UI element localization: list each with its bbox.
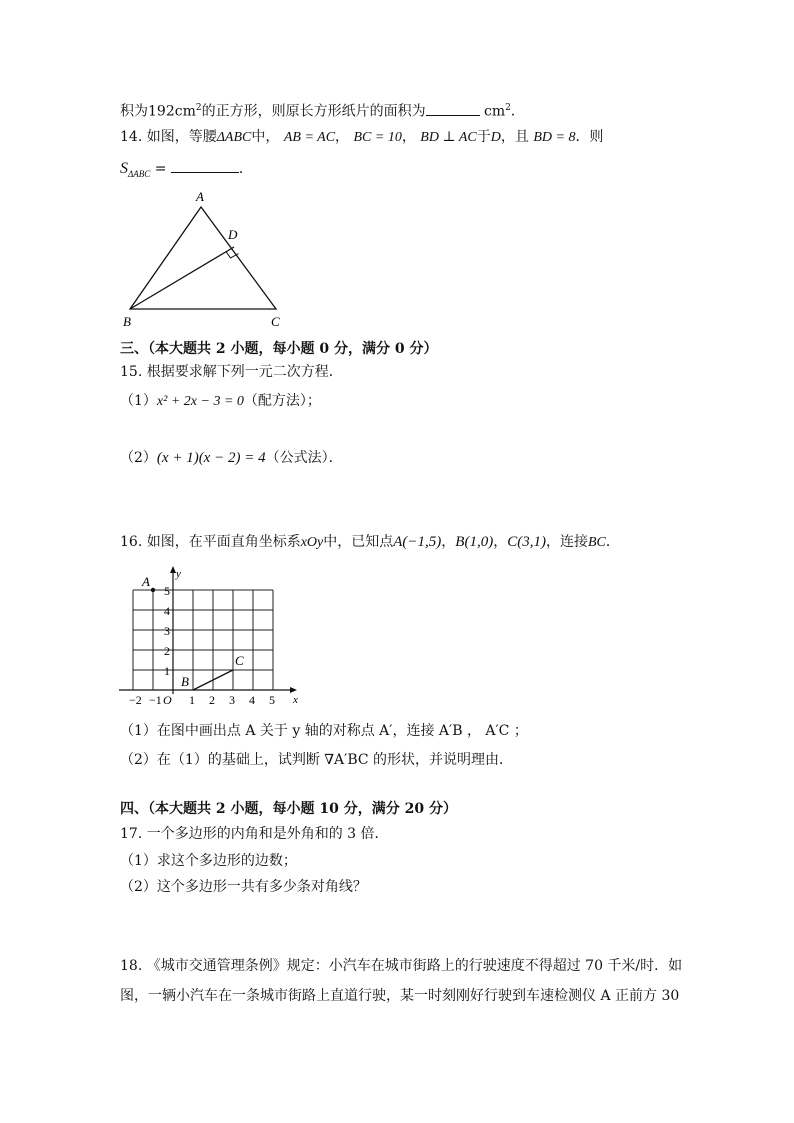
section-4-heading: 四、（本大题共 2 小题，每小题 10 分，满分 20 分） xyxy=(120,801,457,817)
q17-title: 17. 一个多边形的内角和是外角和的 3 倍． xyxy=(120,826,389,842)
q14-answer-blank[interactable] xyxy=(171,158,239,173)
q15-p2-label: （2） xyxy=(120,450,157,466)
q14-number: 14. 如图，等腰 xyxy=(120,129,217,145)
x-tick-label: 4 xyxy=(249,693,255,707)
q13-tail-line xyxy=(120,98,525,122)
q15-part-1 xyxy=(120,391,321,412)
q14-text-yu: 于 xyxy=(476,129,491,145)
q18-line-1: 18. 《城市交通管理条例》规定：小汽车在城市街路上的行驶速度不得超过 70 千米/时．如 xyxy=(120,958,683,974)
label-a: A xyxy=(196,189,204,204)
q13-text: 积为 xyxy=(120,103,148,120)
q16-coord-system: xOy xyxy=(300,535,324,550)
section-3-heading: 三、（本大题共 2 小题，每小题 0 分，满分 0 分） xyxy=(120,341,438,357)
q15-p1-note: （配方法）； xyxy=(243,393,321,409)
q14-line-2 xyxy=(120,158,253,184)
q13-unit-sup: 2 xyxy=(505,103,511,113)
triangle-abc xyxy=(130,207,276,309)
q14-text: 中， xyxy=(251,129,280,145)
q14-comma: ， xyxy=(335,129,350,145)
q15-p1-equation: x² + 2x − 3 = 0 xyxy=(156,394,244,409)
q15-p2-note: （公式法）． xyxy=(265,450,343,466)
q15-p1-label: （1） xyxy=(120,393,157,409)
x-tick-label: 3 xyxy=(229,693,235,707)
q16-point-b: B(1,0) xyxy=(455,534,494,550)
q16-part-1: （1）在图中画出点 A 关于 y 轴的对称点 A′，连接 A′B ， A′C ； xyxy=(120,723,528,739)
q16-point-c: C(3,1) xyxy=(507,534,546,550)
q14-equals: = xyxy=(154,161,167,177)
y-tick-label: 2 xyxy=(164,644,170,658)
q14-text-qie: ，且 xyxy=(500,129,529,145)
q15-title: 15. 根据要求解下列一元二次方程． xyxy=(120,364,343,380)
q13-sup: 2 xyxy=(195,103,202,113)
q13-end: ． xyxy=(510,103,525,120)
q16-part-2: （2）在（1）的基础上，试判断 ∇A′BC 的形状，并说明理由． xyxy=(120,752,514,768)
q13-text-2: 的正方形，则原长方形纸片的面积为 xyxy=(201,103,426,120)
q14-eq-ab-ac: AB = AC xyxy=(283,130,336,145)
q16-comma-2: ， xyxy=(493,534,508,550)
q13-value: 192cm xyxy=(148,103,196,120)
q16-text-2: 中，已知点 xyxy=(323,534,394,550)
q15-p2-equation: (x + 1)(x − 2) = 4 xyxy=(156,450,266,466)
x-tick-label: 5 xyxy=(269,693,275,707)
q17-part-1: （1）求这个多边形的边数； xyxy=(120,853,297,869)
point-a-label: A xyxy=(142,574,150,589)
q16-point-a: A(−1,5) xyxy=(393,534,442,550)
q17-part-2: （2）这个多边形一共有多少条对角线？ xyxy=(120,879,367,895)
x-tick-label: −2 xyxy=(129,693,142,707)
q13-unit: cm xyxy=(484,103,506,120)
q14-eq-bd: BD = 8 xyxy=(533,130,576,145)
x-tick-label: −1 xyxy=(149,693,162,707)
q14-triangle: ΔABC xyxy=(216,130,252,145)
label-d: D xyxy=(228,227,238,242)
q14-point-d: D xyxy=(490,130,501,145)
coordinate-grid-figure xyxy=(115,560,315,710)
point-c-label: C xyxy=(235,653,244,668)
y-axis-name: y xyxy=(176,568,181,580)
q18-line-2: 图，一辆小汽车在一条城市街路上直道行驶，某一时刻刚好行驶到车速检测仪 A 正前方 30 xyxy=(120,988,680,1004)
q14-end: ． xyxy=(238,161,253,177)
x-tick-label: O xyxy=(163,693,172,707)
q16-comma: ， xyxy=(441,534,456,550)
q16-line-1 xyxy=(120,532,620,553)
y-tick-label: 5 xyxy=(164,584,170,598)
label-b: B xyxy=(123,314,131,329)
right-angle-mark xyxy=(226,252,239,259)
q13-answer-blank[interactable] xyxy=(426,101,480,116)
q14-eq-perp: BD ⊥ AC xyxy=(420,130,477,145)
q15-part-2 xyxy=(120,448,343,468)
q16-text-3: ，连接 xyxy=(545,534,588,550)
y-tick-label: 1 xyxy=(164,664,170,678)
q14-eq-bc: BC = 10 xyxy=(353,130,402,145)
label-c: C xyxy=(271,314,280,329)
q16-segment: BC xyxy=(587,535,606,550)
q14-area-symbol: S xyxy=(120,160,128,177)
x-tick-label: 1 xyxy=(189,693,195,707)
q14-comma-2: ， xyxy=(401,129,416,145)
y-tick-label: 3 xyxy=(164,624,170,638)
x-axis-arrow xyxy=(290,687,297,693)
q14-area-subscript: ΔABC xyxy=(128,168,151,179)
y-tick-label: 4 xyxy=(164,604,170,618)
q16-end: ． xyxy=(605,534,620,550)
q14-line-1 xyxy=(120,127,603,148)
triangle-figure xyxy=(110,185,300,335)
point-a-dot xyxy=(151,588,155,592)
q14-text-ze: ．则 xyxy=(575,129,604,145)
point-b-label: B xyxy=(181,674,189,689)
segment-bd xyxy=(130,247,234,309)
x-tick-label: 2 xyxy=(209,693,215,707)
x-axis-name: x xyxy=(293,694,298,706)
q16-text: 16. 如图，在平面直角坐标系 xyxy=(120,534,301,550)
